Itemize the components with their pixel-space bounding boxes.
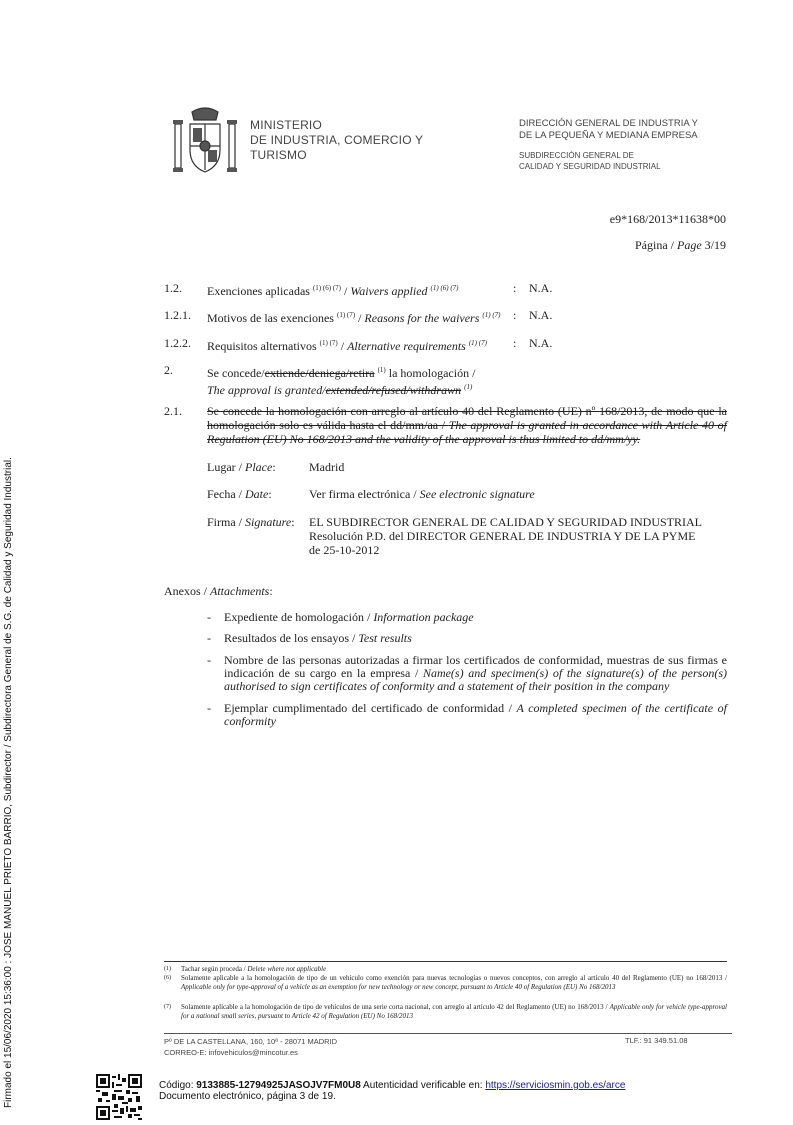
text-es: Solamente aplicable a la homologación de tipo de vehículos de una serie corta nacional, con arreglo al artículo 42 del Reglamento (UE) no 168/2013 [181, 1003, 604, 1011]
text-en: Name(s) and specimen(s) of the signature(s) of the person(s) authorised to sign certificates of conformity and a statement of their position in the company [224, 666, 727, 693]
text: The approval is granted/ [207, 383, 326, 397]
footnote-mark: (6) [164, 975, 171, 981]
item-2-1-text [207, 404, 727, 446]
footnote-ref: (1) (7) [319, 339, 338, 347]
verification-block [159, 1080, 625, 1102]
item-number: 2.1. [164, 404, 182, 418]
item-label [207, 281, 459, 298]
separator: / [340, 284, 351, 298]
footnote-ref: (1) (6) (7) [312, 284, 341, 292]
item-value: N.A. [529, 281, 553, 295]
colon: : [513, 308, 517, 322]
colon: : [513, 281, 517, 295]
annex-text: Expediente de homologación / Information package [224, 610, 474, 624]
subdireccion-line: SUBDIRECCIÓN GENERAL DE [519, 151, 634, 160]
date-value: Ver firma electrónica / See electronic signature [309, 487, 535, 501]
label-es: Motivos de las exenciones [207, 311, 334, 325]
item-number: 2. [164, 363, 173, 377]
label-en: Attachments [210, 584, 270, 598]
subdireccion-line: CALIDAD Y SEGURIDAD INDUSTRIAL [519, 162, 661, 171]
annex-text: Ejemplar cumplimentado del certificado de conformidad / A completed specimen of the certificate of conformity [224, 701, 727, 728]
footnote-text: Solamente aplicable a la homologación de tipo de vehículos de una serie corta nacional, con arreglo al artículo 42 del Reglamento (UE) no 168/2013 / Applicable only for vehicle type-approval for a national small series, pursuant to Article 42 of Regulation (EU) No 168/2013 [181, 1003, 728, 1020]
verification-text: Autenticidad verificable en: [360, 1080, 486, 1091]
coat-of-arms-logo [172, 106, 238, 176]
page-label-en: Page [677, 238, 702, 252]
ministry-line: MINISTERIO [250, 118, 323, 132]
text-en: Test results [358, 631, 412, 645]
text-es: Ejemplar cumplimentado del certificado de conformidad [224, 701, 505, 715]
subdireccion-general [519, 150, 661, 172]
signature-stamp-text: Firmado el 15/06/2020 15:36:00 : JOSE MANUEL PRIETO BARRIO, Subdirector / Subdirectora General de S.G. de Calidad y Seguridad Industrial. [3, 457, 14, 1108]
ministry-name [250, 118, 423, 163]
footnote-text: Tachar según proceda / Delete where not applicable [181, 965, 327, 973]
place-label: Lugar / Place: [207, 460, 276, 474]
page-count: 3/19 [704, 238, 726, 252]
annexes-title: Anexos / Attachments: [164, 584, 273, 598]
page-number: Página / Page 3/19 [634, 238, 726, 252]
email-address: CORREO-E: infovehiculos@mincotur.es [164, 1048, 298, 1057]
address-divider [164, 1033, 732, 1034]
line-es [207, 363, 475, 380]
text-en: The approval is granted in accordance with Article 40 of Regulation (EU) No 168/2013 and the validity of the approval is thus limited to dd/mm/yy. [207, 418, 727, 446]
bullet-dash: - [207, 701, 211, 715]
text-en: Applicable only for type-approval of a vehicle as an exemption for new technology or new concept, pursuant to Article 40 of Regulation (EU) No 168/2013 [181, 983, 616, 991]
text-es: Resultados de los ensayos [224, 631, 349, 645]
label-es: Exenciones aplicadas [207, 284, 310, 298]
footnote-ref: (1) [377, 366, 386, 374]
text-es: Tachar según proceda [181, 965, 242, 973]
text-es: Nombre de las personas autorizadas a firmar los certificados de conformidad, muestras de sus firmas e indicación de su cargo en la empresa [224, 653, 727, 680]
item-value: N.A. [529, 308, 553, 322]
page-label-es: Página [634, 238, 668, 252]
annex-text: Resultados de los ensayos / Test results [224, 631, 412, 645]
signature-value [309, 515, 729, 557]
text: Se concede/ [207, 366, 265, 380]
date-label: Fecha / Date: [207, 487, 272, 501]
text: la homologación / [385, 366, 476, 380]
struck-text: extended/refused/withdrawn [325, 383, 462, 397]
signature-label: Firma / Signature: [207, 515, 295, 529]
document-reference: e9*168/2013*11638*00 [609, 212, 726, 226]
street-address: Pº DE LA CASTELLANA, 160, 10ª - 28071 MADRID [164, 1037, 338, 1046]
label-en: Reasons for the waivers [364, 311, 480, 325]
footnote-ref: (1) (6) (7) [430, 284, 459, 292]
direccion-line: DE LA PEQUEÑA Y MEDIANA EMPRESA [519, 130, 698, 141]
place-value: Madrid [309, 460, 345, 474]
signature-line: Resolución P.D. del DIRECTOR GENERAL DE INDUSTRIA Y DE LA PYME [309, 529, 696, 543]
text-es: Solamente aplicable a la homologación de tipo de un vehículo como exención para nuevas tecnologías o nuevos conceptos, con arreglo al artículo 40 del Reglamento (UE) no 168/2013 [181, 974, 723, 982]
verification-line [159, 1080, 625, 1091]
direccion-line: DIRECCIÓN GENERAL DE INDUSTRIA Y [519, 118, 698, 129]
ministry-line: DE INDUSTRIA, COMERCIO Y [250, 133, 424, 147]
footnote-text: Solamente aplicable a la homologación de tipo de un vehículo como exención para nuevas tecnologías o nuevos conceptos, con arreglo al artículo 40 del Reglamento (UE) no 168/2013 / Applicable only for type-approval of a vehicle as an exemption for new technology or new concept, pursuant to Article 40 of Regulation (EU) No 168/2013 [181, 974, 727, 991]
label-es: Lugar [207, 460, 236, 474]
text-es: Se concede la homologación con arreglo al artículo 40 del Reglamento (UE) nº 168/2013, de modo que la homologación solo es válida hasta el dd/mm/aa / [207, 404, 727, 432]
signature-line: de 25-10-2012 [309, 543, 380, 557]
label-en: Signature [245, 515, 292, 529]
text-en: Applicable only for vehicle type-approval for a national small series, pursuant to Article 42 of Regulation (EU) No 168/2013 [181, 1003, 728, 1020]
text-en: Information package [373, 610, 474, 624]
verification-code: 9133885-12794925JASOJV7FM0U8 [196, 1080, 361, 1091]
separator: / [355, 311, 365, 325]
label-en: Date [245, 487, 269, 501]
item-number: 1.2.2. [164, 336, 191, 350]
struck-text: extiende/deniega/retira [264, 366, 375, 380]
separator: / [337, 339, 348, 353]
colon: : [513, 336, 517, 350]
annex-text: Nombre de las personas autorizadas a firmar los certificados de conformidad, muestras de sus firmas e indicación de su cargo en la empresa / Name(s) and specimen(s) of the signature(s) of the person(s) authorised to sign certificates of conformity and a statement of their position in the company [224, 653, 727, 693]
label-es: Firma [207, 515, 236, 529]
item-label [207, 363, 475, 397]
address-block [164, 1036, 337, 1058]
text-en: A completed specimen of the certificate of conformity [224, 701, 727, 728]
document-page-info: Documento electrónico, página 3 de 19. [159, 1091, 336, 1102]
direccion-general [519, 118, 698, 142]
qr-code-icon [96, 1074, 142, 1120]
bullet-dash: - [207, 631, 211, 645]
footnote-ref: (1) [464, 383, 473, 391]
value-en: See electronic signature [419, 487, 535, 501]
label-en: Place [245, 460, 273, 474]
item-label [207, 336, 487, 353]
label-es: Anexos [164, 584, 201, 598]
text-es: Expediente de homologación [224, 610, 364, 624]
label-es: Fecha [207, 487, 236, 501]
label-en: Alternative requirements [347, 339, 466, 353]
value-es: Ver firma electrónica [309, 487, 411, 501]
item-label [207, 308, 500, 325]
bullet-dash: - [207, 653, 211, 667]
text-en: Delete where not applicable [247, 965, 327, 973]
signature-line: EL SUBDIRECTOR GENERAL DE CALIDAD Y SEGURIDAD INDUSTRIAL [309, 515, 702, 529]
phone-number: TLF.: 91 349.51.08 [625, 1036, 688, 1045]
item-number: 1.2.1. [164, 308, 191, 322]
item-value: N.A. [529, 336, 553, 350]
label-es: Requisitos alternativos [207, 339, 317, 353]
item-number: 1.2. [164, 281, 182, 295]
verification-link[interactable]: https://serviciosmin.gob.es/arce [485, 1080, 626, 1091]
footnote-mark: (1) [164, 966, 171, 972]
ministry-line: TURISMO [250, 148, 307, 162]
footnote-mark: (7) [164, 1004, 171, 1010]
code-label: Código: [159, 1080, 197, 1091]
footnote-ref: (1) (7) [468, 339, 487, 347]
footnote-divider [164, 961, 727, 962]
footnote-ref: (1) (7) [336, 311, 356, 319]
line-en [207, 380, 475, 397]
bullet-dash: - [207, 610, 211, 624]
footnote-ref: (1) (7) [482, 311, 501, 319]
label-en: Waivers applied [350, 284, 428, 298]
